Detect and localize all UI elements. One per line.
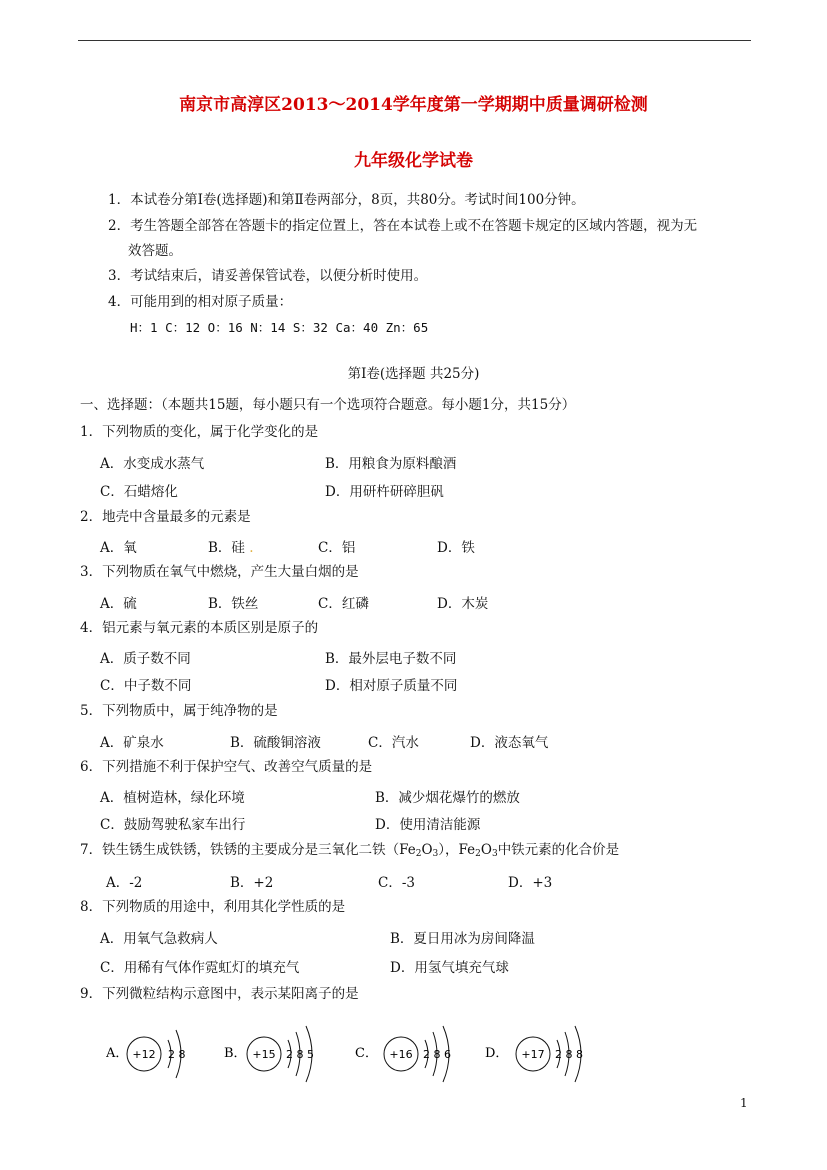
q9-diagram-d[interactable] — [485, 1012, 600, 1096]
nucleus-charge: +16 — [389, 1048, 413, 1061]
note-3: 3．考试结束后，请妥善保管试卷，以便分析时使用。 — [108, 268, 428, 284]
q7-sub-b: 3 — [432, 849, 439, 859]
q8-option-b[interactable]: B．夏日用冰为房间降温 — [390, 931, 535, 947]
note-1: 1．本试卷分第Ⅰ卷(选择题)和第Ⅱ卷两部分，8页，共80分。考试时间100分钟。 — [108, 192, 585, 208]
question-2-stem: 2．地壳中含量最多的元素是 — [80, 509, 251, 525]
atom-structure-c — [355, 1012, 465, 1092]
note-2-cont: 效答题。 — [128, 243, 182, 259]
shell-electrons: 2 8 8 — [555, 1048, 583, 1061]
q2-option-b[interactable] — [208, 536, 254, 556]
nucleus-charge: +15 — [252, 1048, 276, 1061]
q4-option-b[interactable]: B．最外层电子数不同 — [325, 651, 457, 667]
q5-option-a[interactable]: A．矿泉水 — [100, 735, 164, 751]
q9-diagram-a-label: A． — [106, 1046, 129, 1061]
q5-option-d[interactable]: D．液态氧气 — [470, 735, 549, 751]
q9-diagram-b[interactable] — [224, 1012, 334, 1096]
atom-structure-a — [106, 1012, 206, 1092]
question-6-stem: 6．下列措施不利于保护空气、改善空气质量的是 — [80, 759, 373, 775]
q9-diagram-b-label: B． — [224, 1046, 247, 1061]
top-rule — [78, 40, 751, 41]
exam-title: 南京市高淳区2013～2014学年度第一学期期中质量调研检测 — [179, 95, 648, 115]
q6-option-d[interactable]: D．使用清洁能源 — [375, 817, 481, 833]
q8-option-a[interactable]: A．用氧气急救病人 — [100, 931, 218, 947]
q9-diagram-a[interactable] — [106, 1012, 206, 1096]
question-7-stem — [80, 841, 619, 863]
q5-option-c[interactable]: C．汽水 — [368, 735, 419, 751]
nucleus-charge: +12 — [132, 1048, 156, 1061]
q9-diagram-c-label: C． — [355, 1046, 378, 1061]
atom-structure-b — [224, 1012, 334, 1092]
q2-option-a[interactable]: A．氧 — [100, 540, 137, 556]
q1-option-d[interactable]: D．用研杵研碎胆矾 — [325, 484, 444, 500]
q4-option-d[interactable]: D．相对原子质量不同 — [325, 678, 458, 694]
stray-mark: . — [249, 540, 254, 556]
q7-sub-d: 3 — [491, 849, 498, 859]
q7-stem-part-c: 中铁元素的化合价是 — [497, 842, 620, 858]
question-9-stem: 9．下列微粒结构示意图中，表示某阳离子的是 — [80, 986, 359, 1002]
q7-sub-a: 2 — [415, 849, 422, 859]
q9-diagram-d-label: D． — [485, 1046, 509, 1061]
q8-option-c[interactable]: C．用稀有气体作霓虹灯的填充气 — [100, 960, 300, 976]
shell-electrons: 2 8 6 — [423, 1048, 451, 1061]
question-4-stem: 4．铝元素与氧元素的本质区别是原子的 — [80, 620, 319, 636]
exam-subtitle: 九年级化学试卷 — [354, 151, 473, 171]
page-number: 1 — [740, 1096, 748, 1110]
q7-sub-c: 2 — [475, 849, 481, 859]
shell-electrons: 2 8 — [168, 1048, 186, 1061]
note-2: 2．考生答题全部答在答题卡的指定位置上，答在本试卷上或不在答题卡规定的区域内答题，视为无 — [108, 218, 698, 234]
q3-option-c[interactable]: C．红磷 — [318, 596, 369, 612]
section-title: 第Ⅰ卷(选择题 共25分) — [347, 366, 480, 382]
q7-option-d[interactable]: D．+3 — [508, 875, 553, 891]
part-heading: 一、选择题：（本题共15题，每小题只有一个选项符合题意。每小题1分，共15分） — [80, 397, 576, 413]
q1-option-a[interactable]: A．水变成水蒸气 — [100, 456, 205, 472]
q6-option-c[interactable]: C．鼓励驾驶私家车出行 — [100, 817, 246, 833]
q2-option-c[interactable]: C．铝 — [318, 540, 356, 556]
q3-option-d[interactable]: D．木炭 — [437, 596, 489, 612]
q7-option-c[interactable]: C．-3 — [378, 875, 415, 891]
q4-option-c[interactable]: C．中子数不同 — [100, 678, 192, 694]
shell-electrons: 2 8 5 — [286, 1048, 314, 1061]
q1-option-c[interactable]: C．石蜡熔化 — [100, 484, 178, 500]
atom-structure-d — [485, 1012, 600, 1092]
q1-option-b[interactable]: B．用粮食为原料酿酒 — [325, 456, 457, 472]
q6-option-b[interactable]: B．减少烟花爆竹的燃放 — [375, 790, 520, 806]
question-8-stem: 8．下列物质的用途中，利用其化学性质的是 — [80, 899, 346, 915]
q5-option-b[interactable]: B．硫酸铜溶液 — [230, 735, 321, 751]
q3-option-a[interactable]: A．硫 — [100, 596, 137, 612]
q7-stem-part-a: 7．铁生锈生成铁锈，铁锈的主要成分是三氧化二铁（Fe — [80, 842, 416, 858]
q7-stem-o-b: O — [480, 842, 492, 858]
q7-stem-o-a: O — [421, 842, 433, 858]
q2-option-b-label: B．硅 — [208, 540, 245, 556]
nucleus-charge: +17 — [521, 1048, 545, 1061]
q7-stem-part-b: ），Fe — [438, 842, 476, 858]
note-4: 4．可能用到的相对原子质量： — [108, 294, 293, 310]
q2-option-d[interactable]: D．铁 — [437, 540, 475, 556]
q7-option-b[interactable]: B．+2 — [230, 875, 274, 891]
q4-option-a[interactable]: A．质子数不同 — [100, 651, 191, 667]
atomic-masses: H：1 C：12 O：16 N：14 S：32 Ca：40 Zn：65 — [130, 320, 429, 335]
q8-option-d[interactable]: D．用氢气填充气球 — [390, 960, 509, 976]
q9-diagram-c[interactable] — [355, 1012, 465, 1096]
q3-option-b[interactable]: B．铁丝 — [208, 596, 259, 612]
question-5-stem: 5．下列物质中，属于纯净物的是 — [80, 703, 278, 719]
q6-option-a[interactable]: A．植树造林，绿化环境 — [100, 790, 245, 806]
question-3-stem: 3．下列物质在氧气中燃烧，产生大量白烟的是 — [80, 564, 359, 580]
q7-option-a[interactable]: A．-2 — [106, 875, 143, 891]
question-1-stem: 1．下列物质的变化，属于化学变化的是 — [80, 424, 319, 440]
